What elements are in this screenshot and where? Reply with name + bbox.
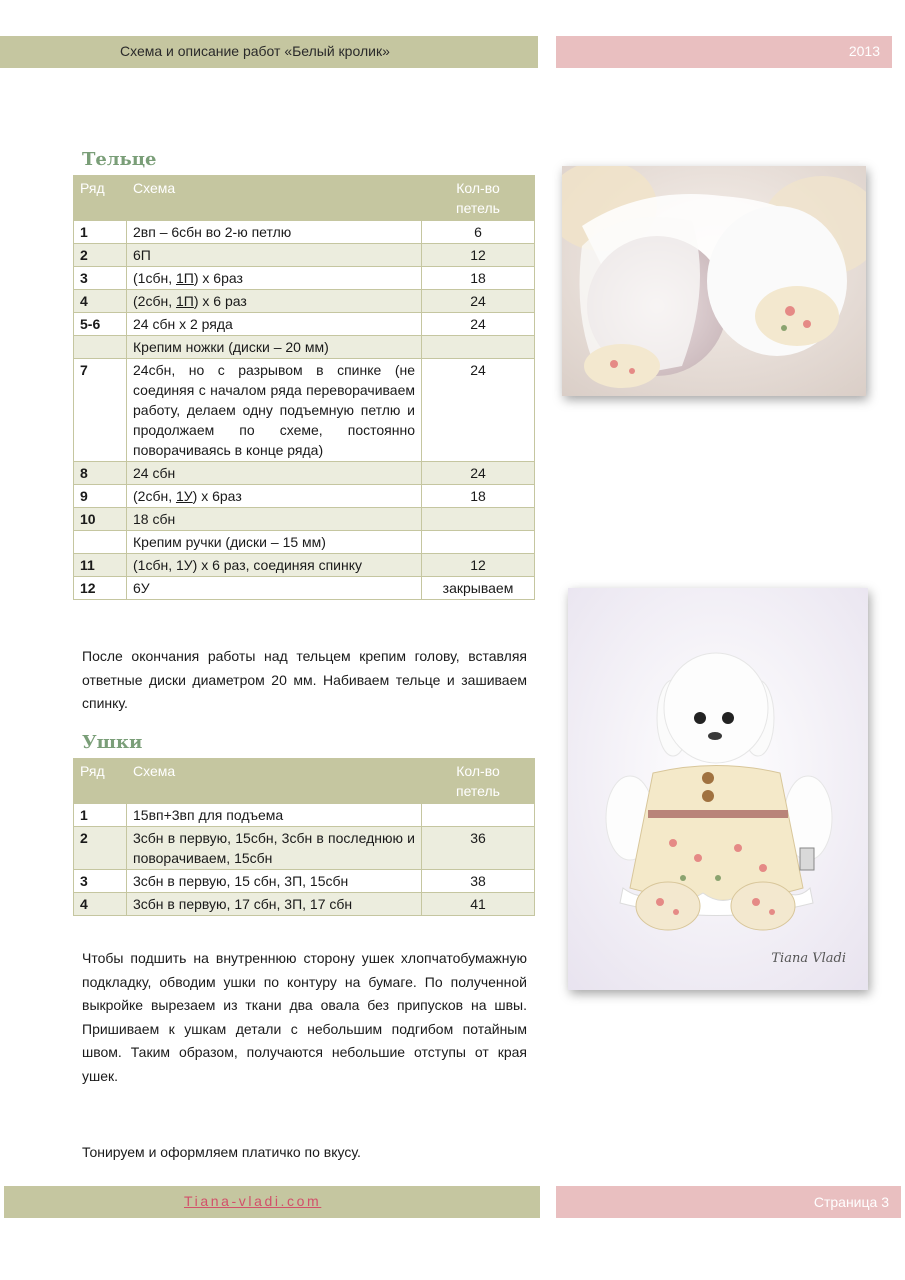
header-title: Схема и описание работ «Белый кролик»: [120, 43, 390, 59]
ears-pattern-table: [73, 758, 535, 916]
table-row: Крепим ножки (диски – 20 мм): [74, 336, 535, 359]
table-row: 7 24сбн, но с разрывом в спинке (не соединяя с началом ряда переворачиваем работу, делаем одну подъемную петлю и продолжаем по схеме, постоянно поворачиваясь в конце ряда) 24: [74, 359, 535, 462]
column-header-count: Кол-во петель: [422, 176, 535, 221]
photo-body-closeup: [562, 166, 866, 396]
table-row: 3 3сбн в первую, 15 сбн, 3П, 15сбн 38: [74, 870, 535, 893]
header-band-left: [0, 36, 538, 68]
table-row: 2 3сбн в первую, 15сбн, 3сбн в последнюю и поворачиваем, 15сбн 36: [74, 827, 535, 870]
footer-band-left: [4, 1186, 540, 1218]
column-header-row: Ряд: [74, 759, 127, 804]
table-row: 9 (2сбн, 1У) х 6раз 18: [74, 485, 535, 508]
table-row: 1 15вп+3вп для подъема: [74, 804, 535, 827]
table-header-row: [74, 759, 535, 804]
table-row: 2 6П 12: [74, 244, 535, 267]
header-year: 2013: [848, 43, 880, 59]
table-row: 5-6 24 сбн х 2 ряда 24: [74, 313, 535, 336]
final-paragraph: Тонируем и оформляем платичко по вкусу.: [82, 1144, 361, 1160]
footer-band-right: [556, 1186, 901, 1218]
table-header-row: [74, 176, 535, 221]
table-row: 1 2вп – 6сбн во 2-ю петлю 6: [74, 221, 535, 244]
body-paragraph: После окончания работы над тельцем крепим голову, вставляя ответные диски диаметром 20 мм. Набиваем тельце и зашиваем спинку.: [82, 648, 527, 711]
table-row: 10 18 сбн: [74, 508, 535, 531]
table-row: 4 (2сбн, 1П) х 6 раз 24: [74, 290, 535, 313]
body-pattern-table: [73, 175, 535, 600]
header-band-right: [556, 36, 892, 68]
table-row: Крепим ручки (диски – 15 мм): [74, 531, 535, 554]
section-title-ears: Ушки: [82, 732, 143, 753]
table-row: 4 3сбн в первую, 17 сбн, 3П, 17 сбн 41: [74, 893, 535, 916]
column-header-schema: Схема: [127, 759, 422, 804]
footer-site-link[interactable]: Tiana-vladi.com: [184, 1193, 322, 1209]
table-row: 11 (1сбн, 1У) х 6 раз, соединяя спинку 12: [74, 554, 535, 577]
footer-page-number: Страница 3: [813, 1194, 889, 1210]
table-row: 8 24 сбн 24: [74, 462, 535, 485]
table-row: 3 (1сбн, 1П) х 6раз 18: [74, 267, 535, 290]
column-header-row: Ряд: [74, 176, 127, 221]
ears-paragraph: Чтобы подшить на внутреннюю сторону ушек хлопчатобумажную подкладку, обводим ушки по контуру на бумаге. По полученной выкройке вырезаем из ткани два овала без припусков на швы. Пришиваем к ушкам детали с небольшим подгибом потайным швом. Таким образом, получаются небольшие отступы от края ушек.: [82, 950, 527, 1084]
table-row: 12 6У закрываем: [74, 577, 535, 600]
photo-finished-bunny: [568, 588, 868, 990]
photo-signature: Tiana Vladi: [771, 951, 846, 966]
column-header-count: Кол-во петель: [422, 759, 535, 804]
column-header-schema: Схема: [127, 176, 422, 221]
section-title-body: Тельце: [82, 149, 157, 170]
